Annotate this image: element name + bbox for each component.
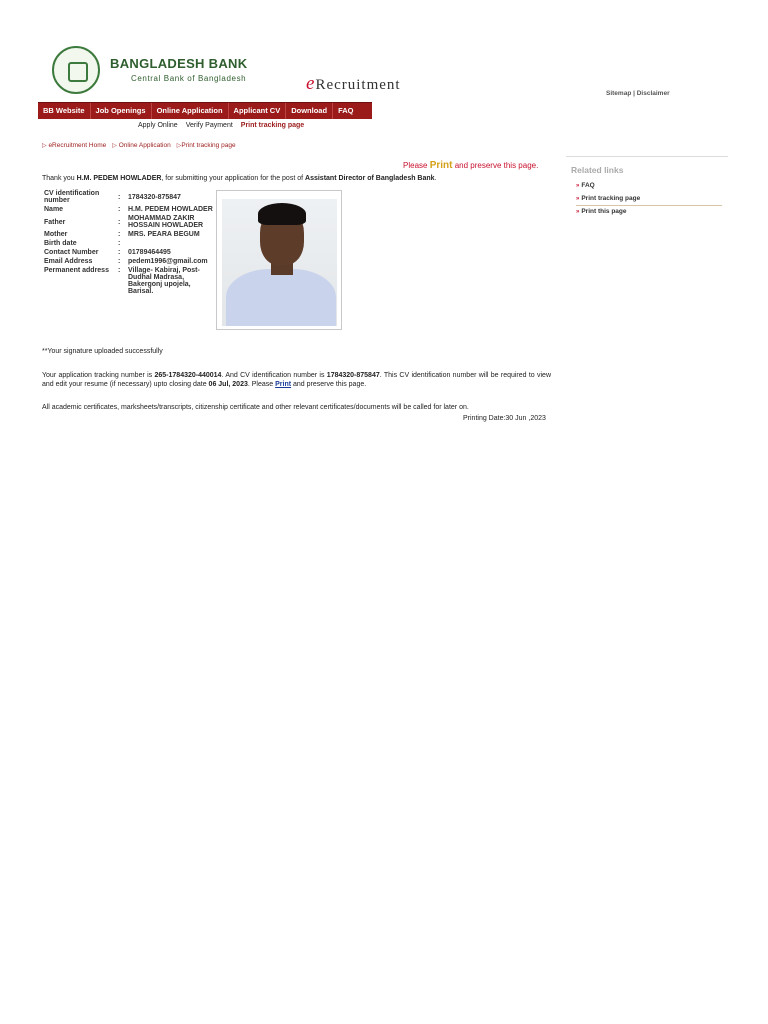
sidebar-divider <box>566 156 728 157</box>
subnav-apply-online[interactable]: Apply Online <box>138 122 178 129</box>
row-value <box>126 239 216 248</box>
bangladesh-bank-logo[interactable] <box>52 46 100 94</box>
closing-date: 06 Jul, 2023 <box>208 381 248 388</box>
row-separator: : <box>118 193 121 201</box>
row-value: Village- Kabiraj, Post- Dudhal Madrasa, Bakergonj upojela, Barisal. <box>128 267 200 295</box>
row-value: 01789464495 <box>128 249 171 256</box>
certificates-note: All academic certificates, marksheets/transcripts, citizenship certificate and other relevant certificates/documents will be called for later on. <box>42 404 469 411</box>
nav-applicant-cv[interactable]: Applicant CV <box>229 103 287 119</box>
nav-online-application[interactable]: Online Application <box>152 103 229 119</box>
table-row <box>42 230 216 239</box>
breadcrumb-item-print-tracking[interactable]: ▷Print tracking page <box>176 142 236 149</box>
bank-name: BANGLADESH BANK <box>110 56 248 71</box>
row-label: Contact Number <box>44 249 99 256</box>
bullet-icon: » <box>576 183 580 189</box>
table-row <box>42 248 216 257</box>
table-row <box>42 266 216 296</box>
sub-nav <box>138 122 304 129</box>
print-link-inline[interactable]: Print <box>275 381 292 388</box>
row-label: Mother <box>44 231 68 238</box>
related-link-print-this-page[interactable]: » Print this page <box>576 206 722 219</box>
row-separator: : <box>118 231 121 238</box>
post-name-bold: Assistant Director of Bangladesh Bank <box>305 175 435 182</box>
subnav-print-tracking-page[interactable]: Print tracking page <box>240 122 305 129</box>
related-link-print-tracking[interactable]: » Print tracking page <box>576 193 722 206</box>
applicant-photo <box>222 199 337 326</box>
bullet-icon: » <box>576 209 580 215</box>
cv-id-number: 1784320-875847 <box>326 372 380 379</box>
breadcrumb <box>42 142 236 149</box>
row-value: H.M. PEDEM HOWLADER <box>128 206 213 213</box>
applicant-info-table <box>42 189 216 296</box>
row-value: MOHAMMAD ZAKIR HOSSAIN HOWLADER <box>128 215 204 229</box>
breadcrumb-item-online-application[interactable]: ▷ Online Application <box>112 142 171 149</box>
row-separator: : <box>118 249 121 256</box>
tracking-number: 265-1784320-440014 <box>154 372 222 379</box>
nav-faq[interactable]: FAQ <box>338 106 354 115</box>
printing-date: Printing Date:30 Jun ,2023 <box>463 415 546 422</box>
print-notice: Please Print and preserve this page. <box>403 160 539 171</box>
bullet-icon: » <box>576 196 580 202</box>
row-label: CV identification number <box>44 190 100 204</box>
related-link-faq[interactable]: » FAQ <box>576 180 722 193</box>
breadcrumb-item-home[interactable]: ▷ eRecruitment Home <box>42 142 107 149</box>
applicant-name-bold: H.M. PEDEM HOWLADER <box>76 175 162 182</box>
erecruitment-title: eRecruitment <box>306 73 401 94</box>
bank-subtitle: Central Bank of Bangladesh <box>131 74 247 83</box>
row-value: 1784320-875847 <box>128 193 181 201</box>
row-separator: : <box>118 218 121 226</box>
row-separator: : <box>118 258 121 265</box>
applicant-photo-frame <box>216 190 342 330</box>
subnav-verify-payment[interactable]: Verify Payment <box>185 122 233 129</box>
triangle-right-icon: ▷ <box>42 143 47 149</box>
nav-download[interactable]: Download <box>286 103 333 119</box>
row-label: Name <box>44 206 64 213</box>
related-links-list <box>576 180 722 219</box>
row-label: Birth date <box>44 240 77 247</box>
nav-bb-website[interactable]: BB Website <box>38 103 91 119</box>
tracking-info-paragraph: Your application tracking number is 265-1784320-440014. And CV identification number is 1784320-875847. This CV identification number will be required to view and edit your resume (if necessary) upto closing date 06 Jul, 2023. Please Print and preserve this page. <box>42 372 552 388</box>
related-links-title: Related links <box>571 165 624 175</box>
row-separator: : <box>118 240 121 247</box>
row-label: Email Address <box>44 258 93 265</box>
row-label: Father <box>44 218 66 226</box>
triangle-right-icon: ▷ <box>176 143 182 149</box>
sitemap-disclaimer-links[interactable]: Sitemap | Disclaimer <box>606 90 670 97</box>
signature-status: **Your signature uploaded successfully <box>42 348 163 355</box>
row-separator: : <box>118 267 121 274</box>
print-link[interactable]: Print <box>429 160 453 171</box>
main-nav <box>38 102 372 119</box>
table-row <box>42 189 216 205</box>
table-row <box>42 205 216 214</box>
table-row <box>42 214 216 230</box>
row-value: MRS. PEARA BEGUM <box>128 231 200 238</box>
table-row <box>42 239 216 248</box>
nav-job-openings[interactable]: Job Openings <box>91 103 152 119</box>
row-label: Permanent address <box>44 267 109 274</box>
row-value: pedem1996@gmail.com <box>128 258 208 265</box>
thank-you-message: Thank you H.M. PEDEM HOWLADER, for submitting your application for the post of Assistant Director of Bangladesh Bank. <box>42 175 437 182</box>
table-row <box>42 257 216 266</box>
row-separator: : <box>118 206 121 213</box>
triangle-right-icon: ▷ <box>112 143 117 149</box>
